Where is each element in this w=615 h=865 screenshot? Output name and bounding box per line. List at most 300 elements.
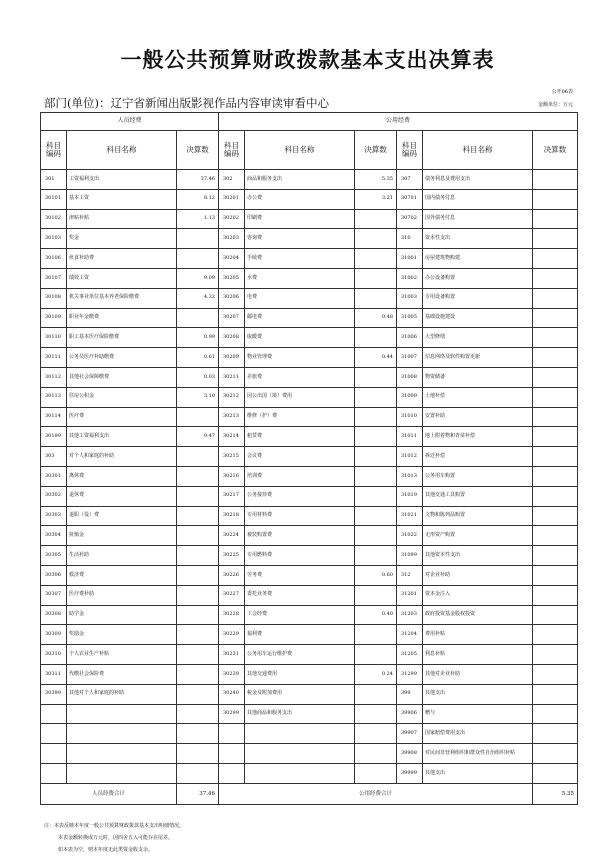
amount-value (533, 724, 578, 744)
totals-row (41, 783, 578, 804)
table-row (41, 209, 578, 229)
subject-name: 土地补偿 (423, 387, 533, 407)
table-row (41, 645, 578, 665)
subject-name: 机关事业单位基本养老保险缴费 (67, 288, 177, 308)
amount-value (533, 308, 578, 328)
subject-name: 伙食补助费 (67, 249, 177, 269)
subject-name: 电费 (245, 288, 355, 308)
table-row (41, 763, 578, 783)
subject-code: 30229 (219, 625, 245, 645)
amount-value: 9.09 (177, 268, 219, 288)
subject-code: 39908 (397, 744, 423, 764)
amount-value (533, 625, 578, 645)
code-header: 科目编码 (397, 131, 423, 170)
subject-name: 公务接待费 (245, 486, 355, 506)
amount-value (355, 427, 397, 447)
subject-code: 30208 (219, 328, 245, 348)
subject-name: 租赁费 (245, 427, 355, 447)
subject-code: 31002 (397, 268, 423, 288)
subject-code: 30110 (41, 328, 67, 348)
amount-value (533, 407, 578, 427)
amount-value (177, 506, 219, 526)
amount-value (355, 724, 397, 744)
subject-code: 30108 (41, 288, 67, 308)
table-row (41, 704, 578, 724)
subject-code: 31099 (397, 546, 423, 566)
subject-code (219, 744, 245, 764)
subject-code: 30302 (41, 486, 67, 506)
subject-code: 31006 (397, 328, 423, 348)
amount-value: 8.12 (177, 189, 219, 209)
subject-name: 税金及附加费用 (245, 684, 355, 704)
amount-value (533, 328, 578, 348)
amount-value (355, 407, 397, 427)
amount-value (533, 486, 578, 506)
subject-code: 30199 (41, 427, 67, 447)
subject-name (67, 724, 177, 744)
subject-name: 绩效工资 (67, 268, 177, 288)
subject-name: 救济费 (67, 565, 177, 585)
subject-code: 31201 (397, 585, 423, 605)
amount-value (355, 546, 397, 566)
subject-name: 信息网络及软件购置更新 (423, 348, 533, 368)
subject-code: 30209 (219, 348, 245, 368)
amount-value (177, 684, 219, 704)
subject-code: 31011 (397, 427, 423, 447)
subject-code: 31019 (397, 486, 423, 506)
subject-code: 30311 (41, 664, 67, 684)
amount-value (355, 268, 397, 288)
subject-name: 工资福利支出 (67, 170, 177, 190)
subject-name: 其他社会保障缴费 (67, 367, 177, 387)
amount-value (177, 565, 219, 585)
table-row (41, 565, 578, 585)
amount-value: 0.24 (355, 664, 397, 684)
amount-value (355, 229, 397, 249)
subject-code: 30204 (219, 249, 245, 269)
subject-name: 差旅费 (245, 367, 355, 387)
subject-code: 30207 (219, 308, 245, 328)
subject-code: 30214 (219, 427, 245, 447)
subject-code: 30227 (219, 585, 245, 605)
amount-value: 0.61 (177, 348, 219, 368)
subject-code: 30205 (219, 268, 245, 288)
amount-value (177, 308, 219, 328)
subject-name: 其他支出 (423, 763, 533, 783)
table-row (41, 249, 578, 269)
table-row (41, 486, 578, 506)
table-row (41, 684, 578, 704)
amount-value (177, 763, 219, 783)
subject-name: 委托业务费 (245, 585, 355, 605)
table-row (41, 170, 578, 190)
amount-value (533, 209, 578, 229)
subject-name: 其他交通工具购置 (423, 486, 533, 506)
amount-value: 37.46 (177, 170, 219, 190)
amount-value (533, 526, 578, 546)
subject-code (219, 763, 245, 783)
table-row (41, 744, 578, 764)
subject-name: 地上附着物和青苗补偿 (423, 427, 533, 447)
amount-value (533, 645, 578, 665)
amount-header: 决算数 (533, 131, 578, 170)
subject-code: 30301 (41, 466, 67, 486)
subject-code: 31007 (397, 348, 423, 368)
subject-name: 国内债务付息 (423, 189, 533, 209)
amount-value (355, 763, 397, 783)
amount-header: 决算数 (177, 131, 219, 170)
subject-name: 医疗费补助 (67, 585, 177, 605)
subject-name: 印刷费 (245, 209, 355, 229)
subject-code: 30226 (219, 565, 245, 585)
subject-name: 抚恤金 (67, 526, 177, 546)
amount-value (533, 189, 578, 209)
amount-value (177, 664, 219, 684)
amount-value (355, 704, 397, 724)
table-row (41, 268, 578, 288)
note-line: 本表金额转换成万元时，因四舍五入可能存在尾差。 (58, 835, 174, 841)
amount-value (355, 506, 397, 526)
subject-name: 赠与 (423, 704, 533, 724)
subject-name: 专用燃料费 (245, 546, 355, 566)
subject-name: 拆迁补偿 (423, 447, 533, 467)
table-row (41, 328, 578, 348)
name-header: 科目名称 (423, 131, 533, 170)
table-row (41, 288, 578, 308)
subject-name: 基本工资 (67, 189, 177, 209)
table-row (41, 506, 578, 526)
subject-name: 退职（役）费 (67, 506, 177, 526)
name-header: 科目名称 (245, 131, 355, 170)
subject-code: 31005 (397, 308, 423, 328)
amount-value: 0.60 (355, 565, 397, 585)
subject-code: 30218 (219, 506, 245, 526)
amount-value (177, 407, 219, 427)
subject-name: 其他对个人和家庭的补助 (67, 684, 177, 704)
amount-value (355, 249, 397, 269)
subject-code: 30231 (219, 645, 245, 665)
subject-code: 31009 (397, 387, 423, 407)
subject-name: 其他支出 (423, 684, 533, 704)
subject-code: 31021 (397, 506, 423, 526)
subject-code: 30111 (41, 348, 67, 368)
amount-value (177, 585, 219, 605)
subject-code: 30201 (219, 189, 245, 209)
subject-name: 政府投资基金股权投资 (423, 605, 533, 625)
personnel-total-value: 37.46 (177, 783, 219, 804)
subject-code: 310 (397, 229, 423, 249)
amount-value (533, 763, 578, 783)
amount-value (177, 704, 219, 724)
subject-code: 30217 (219, 486, 245, 506)
amount-value (533, 447, 578, 467)
personnel-section-header: 人员经费 (41, 113, 219, 131)
code-header: 科目编码 (219, 131, 245, 170)
amount-value: 0.03 (177, 367, 219, 387)
table-row (41, 546, 578, 566)
amount-value (355, 486, 397, 506)
table-row (41, 348, 578, 368)
public-total-label: 公用经费合计 (219, 783, 533, 804)
amount-value (533, 605, 578, 625)
amount-value: 0.40 (355, 605, 397, 625)
subject-name: 医疗费 (67, 407, 177, 427)
amount-value (355, 645, 397, 665)
personnel-total-label: 人员经费合计 (41, 783, 177, 804)
amount-value (355, 684, 397, 704)
subject-code: 30239 (219, 664, 245, 684)
amount-value (177, 645, 219, 665)
subject-name: 国家赔偿费用支出 (423, 724, 533, 744)
subject-code: 30101 (41, 189, 67, 209)
subject-code: 31022 (397, 526, 423, 546)
subject-name: 房屋建筑物购建 (423, 249, 533, 269)
amount-value (177, 724, 219, 744)
subject-code: 301 (41, 170, 67, 190)
amount-value (177, 229, 219, 249)
subject-name: 工会经费 (245, 605, 355, 625)
amount-value (533, 170, 578, 190)
subject-code: 30212 (219, 387, 245, 407)
amount-value (533, 288, 578, 308)
subject-name: 商品和服务支出 (245, 170, 355, 190)
subject-code (41, 744, 67, 764)
subject-code: 30702 (397, 209, 423, 229)
subject-code: 30399 (41, 684, 67, 704)
amount-value (533, 348, 578, 368)
amount-value (177, 625, 219, 645)
subject-code: 30309 (41, 625, 67, 645)
amount-value (533, 466, 578, 486)
subject-code: 30310 (41, 645, 67, 665)
code-header: 科目编码 (41, 131, 67, 170)
amount-value: 5.35 (355, 170, 397, 190)
amount-value (355, 466, 397, 486)
amount-value (177, 546, 219, 566)
amount-value (533, 427, 578, 447)
subject-name: 资本性支出 (423, 229, 533, 249)
subject-code: 30216 (219, 466, 245, 486)
subject-code (41, 763, 67, 783)
amount-value (355, 288, 397, 308)
subject-code: 31203 (397, 605, 423, 625)
subject-name (67, 763, 177, 783)
amount-unit: 金额单位：万元 (537, 102, 573, 108)
subject-name: 其他资本性支出 (423, 546, 533, 566)
name-header: 科目名称 (67, 131, 177, 170)
subject-name: 公务用车运行维护费 (245, 645, 355, 665)
public-total-value: 5.35 (533, 783, 578, 804)
amount-value (177, 486, 219, 506)
subject-name: 被装购置费 (245, 526, 355, 546)
department-label: 部门(单位)：辽宁省新闻出版影视作品内容审读审看中心 (44, 96, 329, 110)
subject-code: 30299 (219, 704, 245, 724)
amount-value (533, 249, 578, 269)
expenditure-table (40, 112, 578, 805)
public-section-header: 公用经费 (219, 113, 578, 131)
subject-code: 30306 (41, 565, 67, 585)
amount-value (177, 249, 219, 269)
amount-value (355, 387, 397, 407)
subject-name: 其他工资福利支出 (67, 427, 177, 447)
amount-value (355, 447, 397, 467)
amount-value (177, 466, 219, 486)
subject-name (67, 744, 177, 764)
subject-name: 福利费 (245, 625, 355, 645)
subject-code: 31204 (397, 625, 423, 645)
table-row (41, 407, 578, 427)
amount-value: 0.44 (355, 348, 397, 368)
subject-code: 30308 (41, 605, 67, 625)
subject-code: 30213 (219, 407, 245, 427)
subject-name: 大型修缮 (423, 328, 533, 348)
amount-value (533, 268, 578, 288)
subject-code: 31299 (397, 664, 423, 684)
amount-value (177, 744, 219, 764)
subject-name: 职工基本医疗保险缴费 (67, 328, 177, 348)
subject-name: 咨询费 (245, 229, 355, 249)
subject-code: 312 (397, 565, 423, 585)
subject-code: 307 (397, 170, 423, 190)
subject-name: 津贴补贴 (67, 209, 177, 229)
subject-code: 30240 (219, 684, 245, 704)
table-row (41, 189, 578, 209)
subject-code: 30203 (219, 229, 245, 249)
subject-code: 30112 (41, 367, 67, 387)
subject-name: 水费 (245, 268, 355, 288)
subject-code: 31205 (397, 645, 423, 665)
subject-code: 30109 (41, 308, 67, 328)
table-row (41, 724, 578, 744)
subject-code: 30307 (41, 585, 67, 605)
subject-code: 31012 (397, 447, 423, 467)
subject-name (67, 704, 177, 724)
table-row (41, 605, 578, 625)
subject-name: 退休费 (67, 486, 177, 506)
subject-name: 办公设备购置 (423, 268, 533, 288)
subject-code: 30215 (219, 447, 245, 467)
subject-code: 399 (397, 684, 423, 704)
table-row (41, 427, 578, 447)
subject-name: 维修（护）费 (245, 407, 355, 427)
subject-name: 公务员医疗补助缴费 (67, 348, 177, 368)
table-row (41, 447, 578, 467)
subject-name: 培训费 (245, 466, 355, 486)
subject-code: 30304 (41, 526, 67, 546)
subject-name: 费用补贴 (423, 625, 533, 645)
subject-code: 31008 (397, 367, 423, 387)
subject-name: 代缴社会保险费 (67, 664, 177, 684)
subject-name: 对民间非营利组织和群众性自治组织补贴 (423, 744, 533, 764)
table-row (41, 585, 578, 605)
amount-value (533, 744, 578, 764)
amount-value (177, 447, 219, 467)
subject-code: 30211 (219, 367, 245, 387)
amount-value (533, 565, 578, 585)
subject-code: 30224 (219, 526, 245, 546)
subject-code: 30206 (219, 288, 245, 308)
amount-value (533, 546, 578, 566)
subject-code: 30102 (41, 209, 67, 229)
table-row (41, 526, 578, 546)
subject-code: 30228 (219, 605, 245, 625)
amount-value (533, 704, 578, 724)
subject-name: 文物和陈列品购置 (423, 506, 533, 526)
amount-value (533, 664, 578, 684)
subject-name: 债务利息及费用支出 (423, 170, 533, 190)
subject-name: 物业管理费 (245, 348, 355, 368)
subject-code (41, 724, 67, 744)
table-row (41, 367, 578, 387)
amount-value (355, 625, 397, 645)
subject-name: 其他对企业补助 (423, 664, 533, 684)
amount-value (533, 684, 578, 704)
subject-name: 利息补贴 (423, 645, 533, 665)
amount-value: 0.48 (355, 308, 397, 328)
subject-name: 专用设备购置 (423, 288, 533, 308)
table-row (41, 664, 578, 684)
amount-value (355, 585, 397, 605)
table-row (41, 229, 578, 249)
subject-code (219, 724, 245, 744)
subject-name: 奖金 (67, 229, 177, 249)
subject-code (41, 704, 67, 724)
subject-name: 其他商品和服务支出 (245, 704, 355, 724)
subject-name: 劳务费 (245, 565, 355, 585)
subject-name: 其他交通费用 (245, 664, 355, 684)
subject-name: 物资储备 (423, 367, 533, 387)
amount-value: 0.99 (177, 328, 219, 348)
amount-value (533, 367, 578, 387)
amount-value (533, 229, 578, 249)
subject-code: 39907 (397, 724, 423, 744)
subject-code: 30114 (41, 407, 67, 427)
subject-name: 专用材料费 (245, 506, 355, 526)
subject-code: 31001 (397, 249, 423, 269)
subject-name: 助学金 (67, 605, 177, 625)
subject-name: 奖励金 (67, 625, 177, 645)
subject-code: 30107 (41, 268, 67, 288)
amount-value (177, 605, 219, 625)
subject-name: 对个人和家庭的补助 (67, 447, 177, 467)
subject-name: 因公出国（境）费用 (245, 387, 355, 407)
subject-code: 303 (41, 447, 67, 467)
subject-name: 生活补助 (67, 546, 177, 566)
subject-code: 31010 (397, 407, 423, 427)
amount-value (533, 387, 578, 407)
subject-code: 30103 (41, 229, 67, 249)
subject-name: 公务用车购置 (423, 466, 533, 486)
subject-name: 国外债务付息 (423, 209, 533, 229)
subject-name: 基础设施建设 (423, 308, 533, 328)
subject-name: 手续费 (245, 249, 355, 269)
subject-name: 安置补助 (423, 407, 533, 427)
amount-value (355, 367, 397, 387)
subject-name (245, 763, 355, 783)
subject-code: 30202 (219, 209, 245, 229)
subject-name (245, 724, 355, 744)
subject-name: 个人农业生产补贴 (67, 645, 177, 665)
subject-name: 职业年金缴费 (67, 308, 177, 328)
amount-value: 3.21 (355, 189, 397, 209)
subject-code: 30225 (219, 546, 245, 566)
subject-code: 39999 (397, 763, 423, 783)
subject-name: 资本金注入 (423, 585, 533, 605)
amount-value: 3.10 (177, 387, 219, 407)
subject-code: 30303 (41, 506, 67, 526)
form-number: 公开06表 (551, 89, 573, 95)
subject-name: 住房公积金 (67, 387, 177, 407)
